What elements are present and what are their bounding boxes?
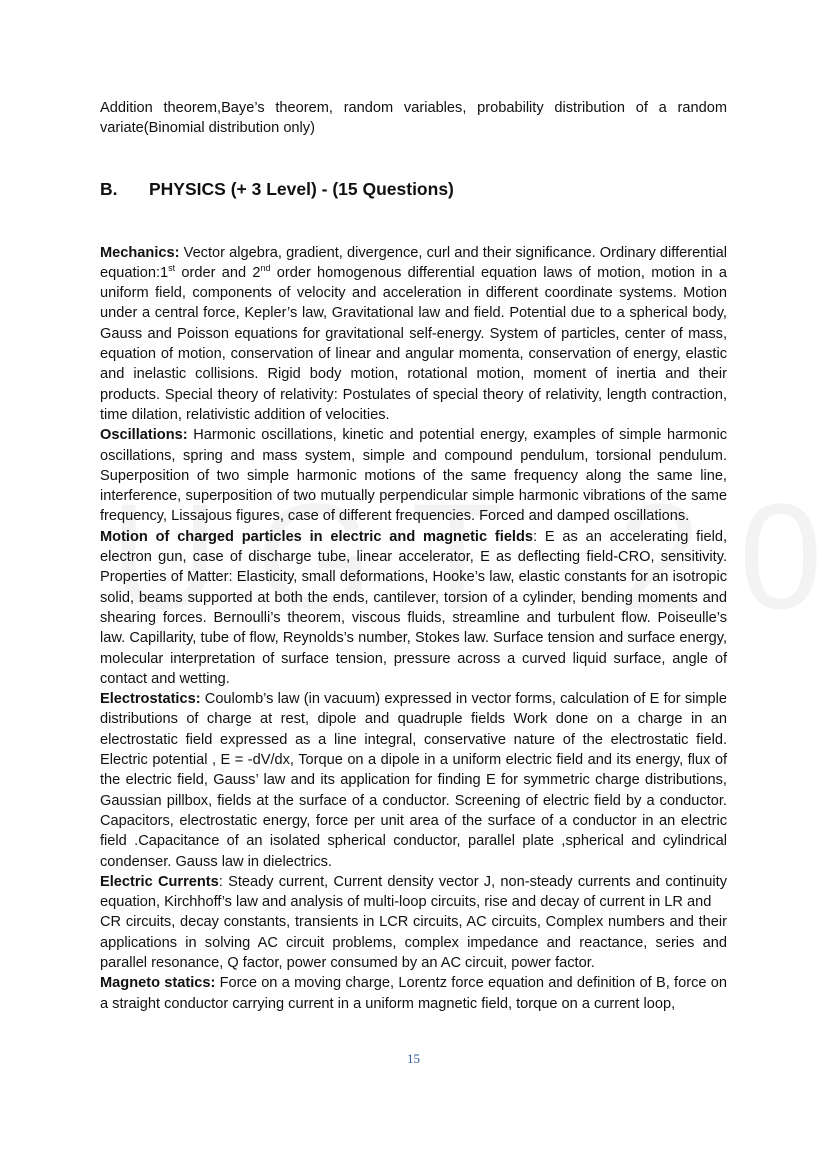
oscillations-text: Harmonic oscillations, kinetic and potential energy, examples of simple harmonic oscillations, spring and mass system, simple and compound pendulum, torsional pendulum. Superposition of two simple harmonic motions of the same frequency along the same line, interference, superposition of two mutually perpendicular simple harmonic vibrations of the same frequency, Lissajous figures, case of different frequencies. Forced and damped oscillations.: [100, 427, 727, 525]
charged-particles-heading: Motion of charged particles in electric and magnetic fields: [100, 528, 534, 545]
electric-currents-continuation: CR circuits, decay constants, transients in LCR circuits, AC circuits, Complex numbers and their applications in solving AC circuit problems, complex impedance and reactance, series and parallel resonance, Q factor, power consumed by an AC circuit, power factor.: [100, 914, 727, 971]
superscript-st: st: [168, 262, 176, 273]
magneto-statics-paragraph: [100, 973, 727, 1014]
charged-particles-text: : E as an accelerating field, electron gun, case of discharge tube, linear accelerator, E as deflecting field-CRO, sensitivity. Properties of Matter: Elasticity, small deformations, Hooke’s law, elastic constants for an isotropic solid, beams supported at both the ends, cantilever, torsion of a cylinder, bending moments and shearing forces. Bernoulli’s theorem, viscous fluids, streamline and turbulent flow. Poiseulle’s law. Capillarity, tube of flow, Reynolds’s number, Stokes law. Surface tension and surface energy, molecular interpretation of surface tension, pressure across a curved liquid surface, angle of contact and wetting.: [100, 528, 727, 687]
oscillations-heading: Oscillations:: [100, 427, 188, 444]
mechanics-text-3: order homogenous differential equation laws of motion, motion in a uniform field, components of velocity and acceleration in different coordinate systems. Motion under a central force, Kepler’s law, Gravitational law and field. Potential due to a spherical body, Gauss and Poisson equations for gravitational self-energy. System of particles, center of mass, equation of motion, conservation of linear and angular momenta, conservation of energy, elastic and inelastic collisions. Rigid body motion, rotational motion, moment of inertia and their products. Special theory of relativity: Postulates of special theory of relativity, length contraction, time dilation, relativistic addition of velocities.: [100, 264, 727, 423]
document-page: [100, 98, 727, 1014]
superscript-nd: nd: [260, 262, 271, 273]
mechanics-paragraph: [100, 243, 727, 426]
mechanics-heading: Mechanics:: [100, 244, 180, 261]
section-title: PHYSICS (+ 3 Level) - (15 Questions): [149, 178, 454, 199]
electrostatics-heading: Electrostatics:: [100, 691, 201, 708]
page-number: 15: [407, 1051, 420, 1066]
intro-paragraph: Addition theorem,Baye’s theorem, random variables, probability distribution of a random variate(Binomial distribution only): [100, 100, 727, 137]
electric-currents-text-1: : Steady current, Current density vector J, non-steady currents and continuity equation, Kirchhoff’s law and analysis of multi-loop circuits, rise and decay of current in LR and: [100, 873, 728, 911]
electric-currents-paragraph: [100, 872, 727, 913]
section-heading: [100, 179, 727, 200]
magneto-statics-text: Force on a moving charge, Lorentz force equation and definition of B, force on a straight conductor carrying current in a uniform magnetic field, torque on a current loop,: [100, 975, 727, 1012]
electrostatics-paragraph: [100, 689, 727, 872]
oscillations-paragraph: [100, 425, 727, 526]
section-letter: B.: [100, 178, 118, 199]
mechanics-text-2: order and 2: [175, 264, 261, 281]
magneto-statics-heading: Magneto statics:: [100, 975, 216, 992]
electric-currents-heading: Electric Currents: [100, 873, 219, 890]
electrostatics-text: Coulomb’s law (in vacuum) expressed in vector forms, calculation of E for simple distributions of charge at rest, dipole and quadruple fields Work done on a charge in an electrostatic field expressed as a line integral, conservative nature of the electrostatic field. Electric potential , E = -dV/dx, Torque on a dipole in a uniform electric field and its energy, flux of the electric field, Gauss’ law and its application for finding E for symmetric charge distributions, Gaussian pillbox, fields at the surface of a conductor. Screening of electric field by a conductor. Capacitors, electrostatic energy, force per unit area of the surface of a conductor in an electric field .Capacitance of an isolated spherical conductor, parallel plate ,spherical and cylindrical condenser. Gauss law in dielectrics.: [100, 691, 727, 870]
charged-particles-paragraph: [100, 527, 727, 689]
mechanics-text-1: Vector algebra, gradient, divergence, curl and their significance. Ordinary differential equation:1: [100, 244, 727, 281]
